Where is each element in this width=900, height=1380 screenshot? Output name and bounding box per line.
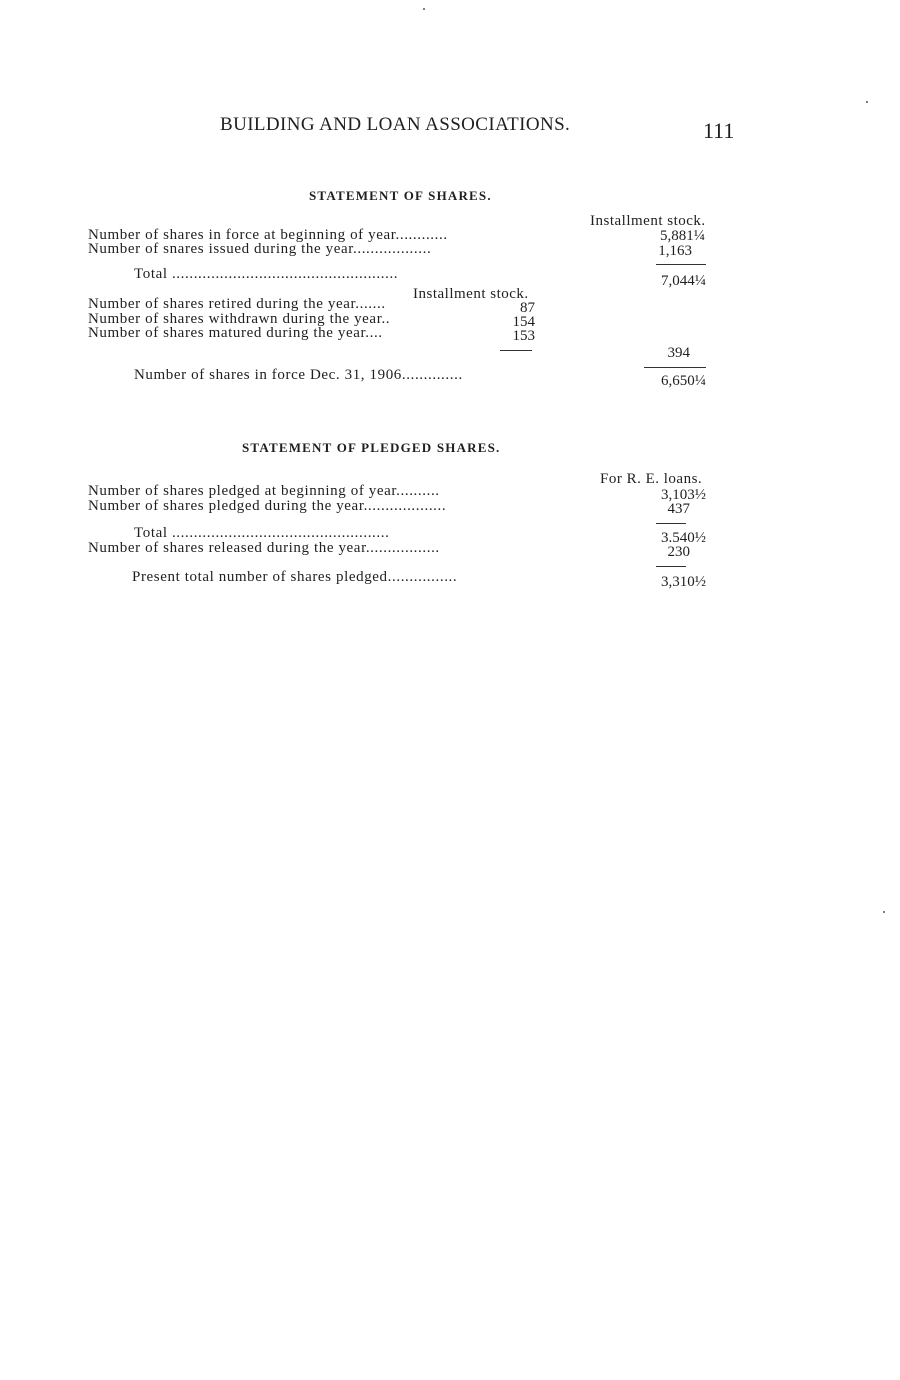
scan-speck	[883, 911, 885, 913]
shares-row-issued-value: 1,163	[658, 243, 692, 259]
pledged-section-title: STATEMENT OF PLEDGED SHARES.	[242, 440, 501, 455]
pledged-final-value: 3,310½	[661, 574, 706, 590]
shares-sub-column-header: Installment stock.	[413, 286, 529, 302]
shares-total-value: 7,044¼	[661, 273, 706, 289]
deduction-retired-value: 87	[520, 300, 535, 316]
shares-final-value: 6,650¼	[661, 373, 706, 389]
shares-section-title: STATEMENT OF SHARES.	[309, 188, 492, 203]
pledged-total-label: Total ..................................................	[134, 526, 390, 540]
pledged-released-label: Number of shares released during the year.................	[88, 541, 440, 555]
shares-total-rule	[656, 264, 706, 265]
shares-row-beginning-value: 5,881¼	[660, 228, 705, 244]
shares-column-header: Installment stock.	[590, 213, 706, 229]
deduction-matured-label: Number of shares matured during the year....	[88, 326, 383, 340]
scan-speck	[866, 101, 868, 103]
pledged-row-during-value: 437	[667, 501, 690, 517]
pledged-row-beginning-value: 3,103½	[661, 487, 706, 503]
deduction-retired-label: Number of shares retired during the year.......	[88, 297, 386, 311]
pledged-released-value: 230	[667, 544, 690, 560]
pledged-final-rule	[656, 566, 686, 567]
pledged-total-rule	[656, 523, 686, 524]
pledged-row-beginning-label: Number of shares pledged at beginning of year..........	[88, 484, 440, 498]
pledged-final-label: Present total number of shares pledged................	[132, 570, 458, 584]
pledged-column-header: For R. E. loans.	[600, 471, 703, 487]
deduction-matured-value: 153	[512, 328, 535, 344]
page-number: 111	[703, 118, 735, 143]
shares-total-label: Total ....................................................	[134, 267, 399, 281]
deductions-rule	[500, 350, 532, 351]
scan-speck	[423, 8, 425, 10]
deduction-withdrawn-label: Number of shares withdrawn during the year..	[88, 312, 391, 326]
shares-row-issued-label: Number of snares issued during the year..................	[88, 242, 432, 256]
deductions-total-value: 394	[667, 345, 690, 361]
shares-final-label: Number of shares in force Dec. 31, 1906..............	[134, 368, 463, 382]
pledged-total-value: 3.540½	[661, 530, 706, 546]
shares-final-rule	[644, 367, 706, 368]
running-header: BUILDING AND LOAN ASSOCIATIONS.	[220, 114, 571, 135]
shares-row-beginning-label: Number of shares in force at beginning of year............	[88, 228, 448, 242]
deduction-withdrawn-value: 154	[512, 314, 535, 330]
pledged-row-during-label: Number of shares pledged during the year...................	[88, 499, 447, 513]
